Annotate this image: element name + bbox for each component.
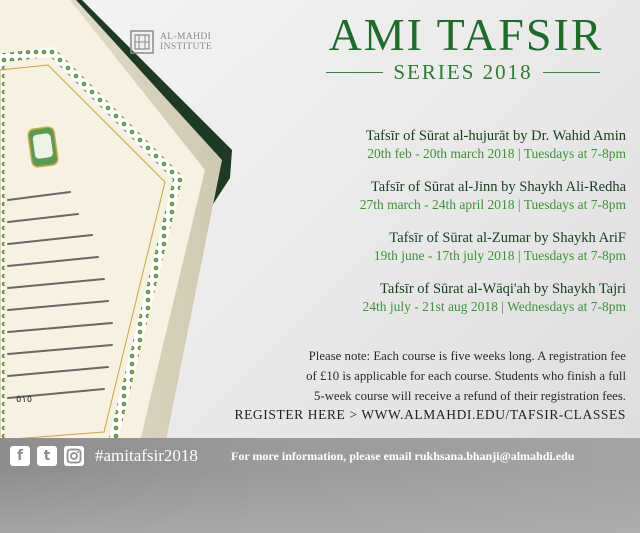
twitter-icon[interactable]: t: [37, 446, 57, 466]
course-date: 24th july - 21st aug 2018 | Wednesdays at 7-8pm: [362, 299, 626, 314]
course-item: [206, 229, 626, 264]
logo-text: [160, 32, 212, 52]
note-line-3: 5-week course will receive a refund of their registration fees.: [314, 389, 626, 403]
subtitle-rule-right: [543, 72, 600, 73]
course-item: [206, 127, 626, 162]
course-item: [206, 178, 626, 213]
register-link[interactable]: REGISTER HERE > WWW.ALMAHDI.EDU/TAFSIR-CLASSES: [234, 407, 626, 422]
course-title: Tafsīr of Sūrat al-Jinn by Shaykh Ali-Redha: [370, 179, 626, 195]
course-title: Tafsīr of Sūrat al-hujurāt by Dr. Wahid Amin: [365, 128, 626, 144]
page-number: ٥١٥: [16, 394, 33, 405]
course-title: Tafsīr of Sūrat al-Zumar by Shaykh AriF: [389, 230, 626, 246]
al-mahdi-logo[interactable]: [130, 30, 212, 54]
note-line-1: Please note: Each course is five weeks long. A registration fee: [308, 349, 626, 363]
registration-note: [206, 346, 626, 406]
course-date: 27th march - 24th april 2018 | Tuesdays at 7-8pm: [359, 197, 626, 212]
course-date: 20th feb - 20th march 2018 | Tuesdays at 7-8pm: [367, 146, 626, 161]
facebook-icon[interactable]: f: [10, 446, 30, 466]
instagram-icon[interactable]: [64, 446, 84, 466]
poster-subtitle: SERIES 2018: [393, 59, 533, 84]
hashtag[interactable]: #amitafsir2018: [95, 446, 198, 465]
logo-emblem-icon: [130, 30, 154, 54]
course-title: Tafsīr of Sūrat al-Wāqi'ah by Shaykh Tajri: [380, 281, 626, 297]
course-date: 19th june - 17th july 2018 | Tuesdays at 7-8pm: [373, 248, 626, 263]
poster-title: AMI TAFSIR: [328, 9, 604, 60]
social-links: [10, 446, 198, 466]
logo-line-2: INSTITUTE: [160, 42, 213, 52]
contact-info[interactable]: For more information, please email rukhsana.bhanji@almahdi.edu: [231, 449, 575, 463]
course-item: [206, 280, 626, 315]
note-line-2: of £10 is applicable for each course. Students who finish a full: [306, 369, 626, 383]
footer-fade: [0, 470, 640, 533]
subtitle-rule-left: [326, 72, 383, 73]
subtitle-row: [326, 61, 600, 83]
course-list: [206, 127, 626, 331]
logo-line-1: AL-MAHDI: [160, 32, 212, 42]
